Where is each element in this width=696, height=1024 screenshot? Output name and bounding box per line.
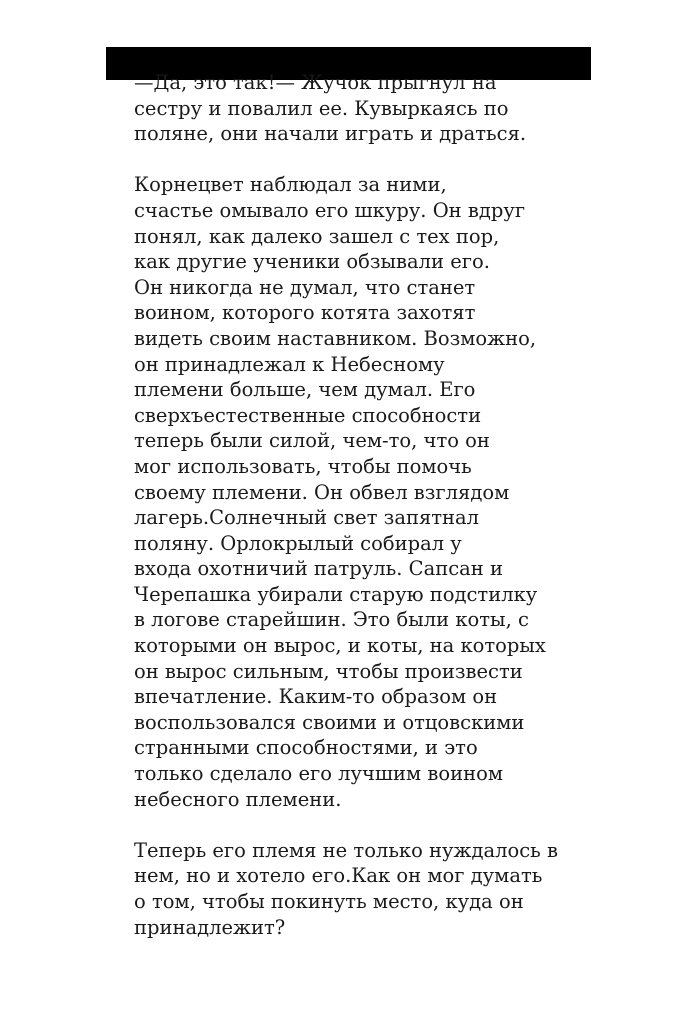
text-line: о том, чтобы покинуть место, куда он bbox=[134, 890, 524, 913]
text-line: понял, как далеко зашел с тех пор, bbox=[134, 224, 500, 248]
text-line: счастье омывало его шкуру. Он вдруг bbox=[134, 198, 526, 222]
text-line: сверхъестественные способности bbox=[134, 403, 482, 427]
text-line: сестру и повалил ее. Кувыркаясь по bbox=[134, 96, 509, 120]
text-line: Черепашка убирали старую подстилку bbox=[134, 582, 538, 606]
text-line: воином, которого котята захотят bbox=[134, 301, 476, 325]
text-line: лагерь.Солнечный свет запятнал bbox=[134, 506, 480, 530]
page-text bbox=[134, 70, 574, 940]
text-line: поляне, они начали играть и драться. bbox=[134, 122, 527, 146]
paragraph bbox=[134, 70, 574, 147]
text-line: входа охотничий патруль. Сапсан и bbox=[134, 557, 503, 581]
text-line: своему племени. Он обвел взглядом bbox=[134, 480, 510, 504]
text-line: которыми он вырос, и коты, на которых bbox=[134, 634, 546, 658]
paragraph bbox=[134, 838, 574, 940]
text-line: видеть своим наставником. Возможно, bbox=[134, 326, 537, 350]
text-line: Теперь его племя не только нуждалось в bbox=[134, 838, 558, 862]
text-line: воспользовался своими и отцовскими bbox=[134, 710, 525, 734]
text-line: в логове старейшин. Это были коты, с bbox=[134, 608, 529, 632]
text-line: поляну. Орлокрылый собирал у bbox=[134, 531, 462, 555]
text-line: мог использовать, чтобы помочь bbox=[134, 454, 472, 478]
text-line: как другие ученики обзывали его. bbox=[134, 250, 490, 274]
text-line: теперь были силой, чем-то, что он bbox=[134, 429, 490, 453]
text-line: —Да, это так!— Жучок прыгнул на bbox=[134, 71, 497, 94]
paragraph bbox=[134, 172, 574, 812]
text-line: Корнецвет наблюдал за ними, bbox=[134, 173, 447, 197]
text-line: нем, но и хотело его.Как он мог думать bbox=[134, 864, 543, 888]
text-line: Он никогда не думал, что станет bbox=[134, 275, 476, 299]
text-line: принадлежит? bbox=[134, 915, 286, 939]
paragraph-gap bbox=[134, 147, 574, 173]
text-line: небесного племени. bbox=[134, 787, 342, 811]
text-line: он принадлежал к Небесному bbox=[134, 352, 445, 376]
text-line: странными способностями, и это bbox=[134, 736, 478, 760]
text-line: племени больше, чем думал. Его bbox=[134, 378, 476, 402]
text-line: только сделало его лучшим воином bbox=[134, 762, 504, 786]
text-line: впечатление. Каким-то образом он bbox=[134, 685, 498, 709]
paragraph-gap bbox=[134, 812, 574, 838]
text-line: он вырос сильным, чтобы произвести bbox=[134, 659, 523, 683]
